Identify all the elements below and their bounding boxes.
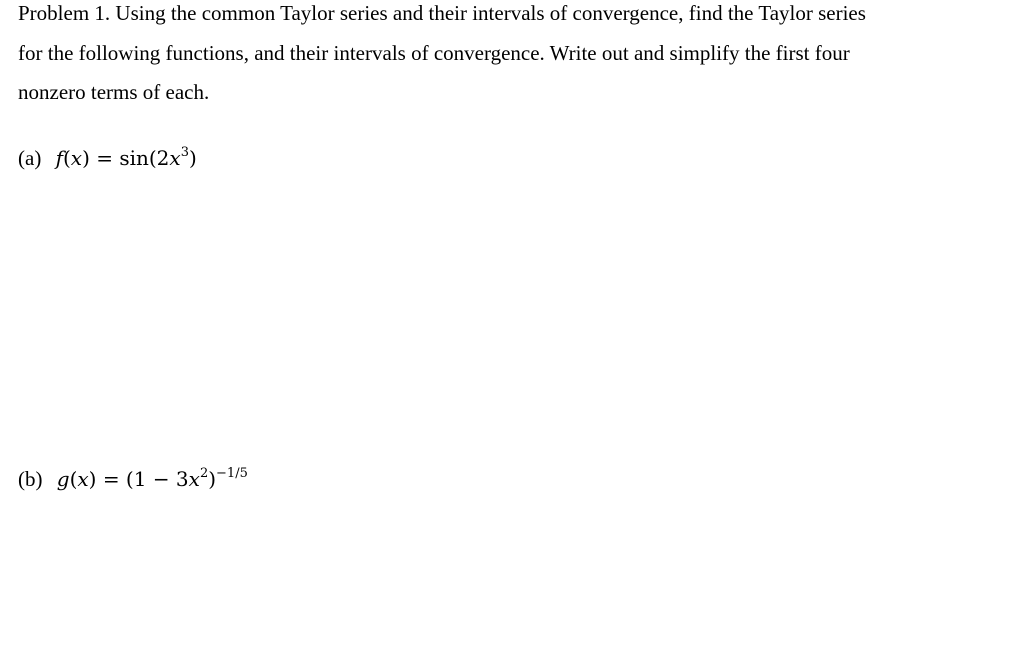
part-a — [18, 143, 197, 173]
problem-line-1: Problem 1. Using the common Taylor series and their intervals of convergence, find the Taylor series — [18, 1, 866, 25]
part-a-equation — [56, 146, 197, 170]
problem-line-2: for the following functions, and their intervals of convergence. Write out and simplify the first four — [18, 40, 850, 65]
part-b-exponent: 2 — [199, 466, 209, 481]
part-a-answer-space — [18, 185, 1008, 455]
problem-statement — [18, 0, 1008, 113]
part-b-label: (b) — [18, 467, 43, 491]
part-b-open-paren: ( — [69, 467, 78, 491]
part-a-inner-variable: x — [169, 146, 181, 170]
part-a-exponent: 3 — [180, 145, 189, 160]
part-b-expression: ) = (1 − 3 — [88, 467, 189, 491]
part-b — [18, 464, 248, 494]
part-a-variable: x — [70, 146, 83, 170]
part-a-label: (a) — [18, 146, 42, 170]
part-a-close-paren: ) — [188, 146, 197, 170]
part-b-equation — [57, 467, 248, 491]
part-b-outer-exponent: −1/5 — [216, 466, 248, 481]
part-a-function-name: f — [55, 146, 63, 170]
part-b-function-name: g — [56, 467, 70, 491]
part-b-answer-space — [18, 505, 1008, 655]
part-b-variable: x — [77, 467, 89, 491]
problem-line-3: nonzero terms of each. — [18, 80, 210, 104]
part-b-close-paren: ) — [208, 467, 217, 491]
part-a-open-paren: ( — [62, 146, 71, 170]
part-a-expression: ) = sin(2 — [82, 146, 170, 170]
part-b-inner-variable: x — [188, 467, 200, 491]
